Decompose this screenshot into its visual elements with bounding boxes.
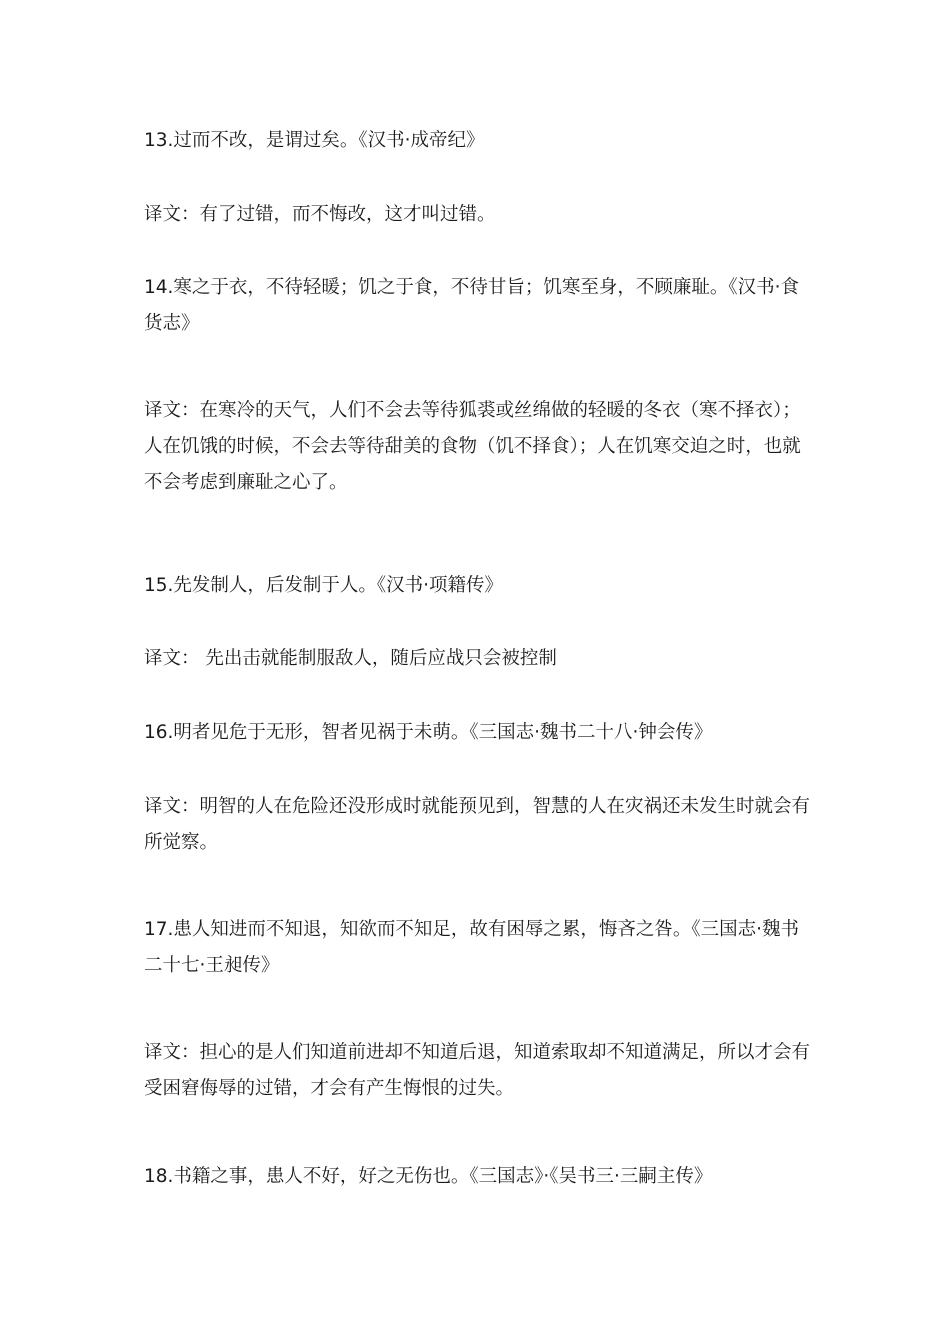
quote-13: 13.过而不改，是谓过矣。《汉书·成帝纪》: [144, 130, 485, 151]
quote-14: 14.寒之于衣，不待轻暖；饥之于食，不待甘旨；饥寒至身，不顾廉耻。《汉书·食货志》: [144, 277, 800, 334]
quote-18: 18.书籍之事，患人不好，好之无伤也。《三国志》·《吴书三·三嗣主传》: [144, 1166, 713, 1187]
quote-16: 16.明者见危于无形，智者见祸于未萌。《三国志·魏书二十八·钟会传》: [144, 722, 713, 743]
translation-14: 译文：在寒冷的天气，人们不会去等待狐裘或丝绵做的轻暖的冬衣（寒不择衣）；人在饥饿的时候，不会去等待甜美的食物（饥不择食）；人在饥寒交迫之时，也就不会考虑到廉耻之心了。: [144, 400, 801, 493]
translation-17: 译文：担心的是人们知道前进却不知道后退，知道索取却不知道满足，所以才会有受困窘侮辱的过错，才会有产生悔恨的过失。: [144, 1042, 811, 1099]
translation-15: 译文： 先出击就能制服敌人，随后应战只会被控制: [144, 648, 557, 669]
translation-16: 译文：明智的人在危险还没形成时就能预见到，智慧的人在灾祸还未发生时就会有所觉察。: [144, 796, 811, 853]
quote-15: 15.先发制人，后发制于人。《汉书·项籍传》: [144, 575, 504, 596]
translation-13: 译文：有了过错，而不悔改，这才叫过错。: [144, 204, 496, 225]
quote-17: 17.患人知进而不知退，知欲而不知足，故有困辱之累，悔吝之咎。《三国志·魏书二十七·王昶传》: [144, 919, 800, 976]
